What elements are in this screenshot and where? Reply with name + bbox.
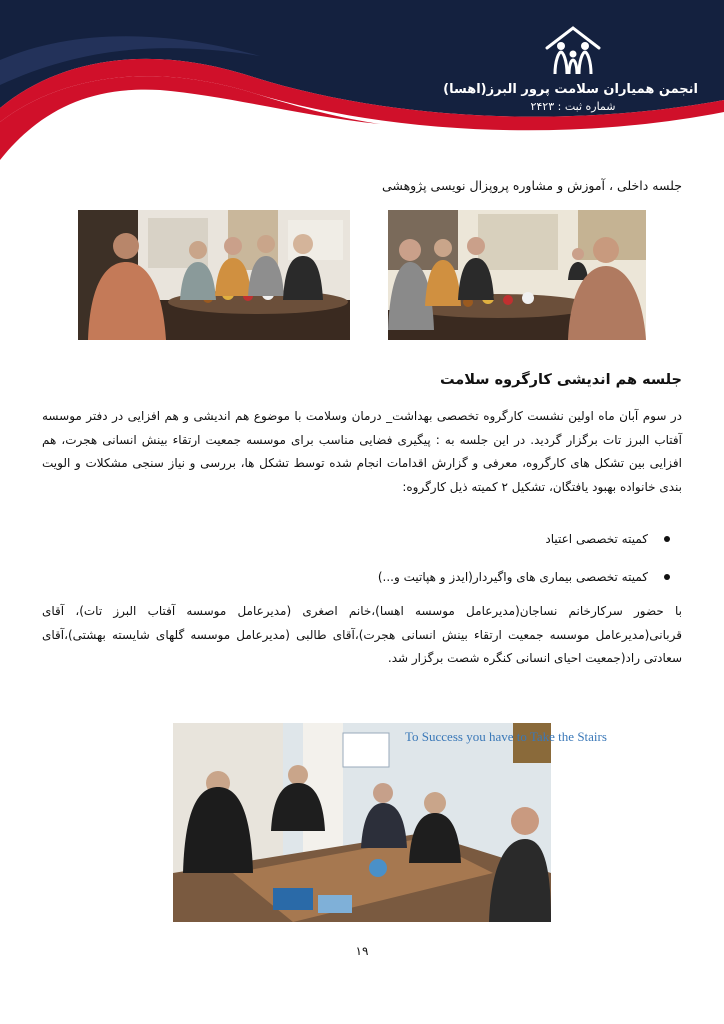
- bullet-icon: [664, 536, 670, 542]
- list-item-text: کمیته تخصصی بیماری های واگیردار(ایدز و هپاتیت و...): [377, 570, 648, 584]
- page-number: ۱۹: [355, 944, 369, 958]
- page-header: [0, 0, 724, 175]
- list-item: [42, 528, 682, 566]
- section-paragraph-2: با حضور سرکارخانم نساجان(مدیرعامل موسسه اهسا)،خانم اصغری (مدیرعامل موسسه آفتاب البرز تات)، آقای قربانی(مدیرعامل موسسه جمعیت ارتقاء بینش انسانی هجرت)،آقای طالبی (مدیرعامل موسسه گلهای شایسته بهشتی)،آقای سعادتی راد(جمعیت احیای انسانی کنگره شصت برگزار شد.: [42, 604, 682, 665]
- wall-slogan: To Success you have to Take the Stairs: [405, 729, 607, 744]
- meeting-photo-bottom: [173, 723, 607, 922]
- bullet-icon: [664, 574, 670, 580]
- section-title: جلسه هم اندیشی کارگروه سلامت: [439, 372, 682, 388]
- org-logo-icon: [541, 22, 605, 78]
- list-item: [42, 566, 682, 604]
- meeting-photo-left: [78, 210, 350, 340]
- org-name: انجمن همیاران سلامت پرور البرز(اهسا): [443, 82, 698, 97]
- photo-caption: جلسه داخلی ، آموزش و مشاوره پروپزال نویسی پژوهشی: [382, 178, 682, 193]
- org-block: [443, 22, 698, 113]
- committee-list: [42, 528, 682, 604]
- registration-number: شماره ثبت : ۲۴۲۳: [530, 100, 616, 113]
- list-item-text: کمیته تخصصی اعتیاد: [545, 532, 648, 546]
- meeting-photo-right: [388, 210, 646, 340]
- section-paragraph-1: در سوم آبان ماه اولین نشست کارگروه تخصصی بهداشت_ درمان وسلامت با موضوع هم اندیشی و هم افزایی در دفتر موسسه آفتاب البرز تات برگزار گردید. در این جلسه به : پیگیری فضایی مناسب برای موسسه جمعیت ارتقاء بینش انسانی هجرت، هم افزایی بین تشکل های کارگروه، معرفی و گزارش اقدامات انجام شده توسط تشکل ها، بررسی و نیاز سنجی مشکلات و الویت بندی خانواده بهبود یافتگان، تشکیل ۲ کمیته ذیل کارگروه:: [42, 409, 682, 494]
